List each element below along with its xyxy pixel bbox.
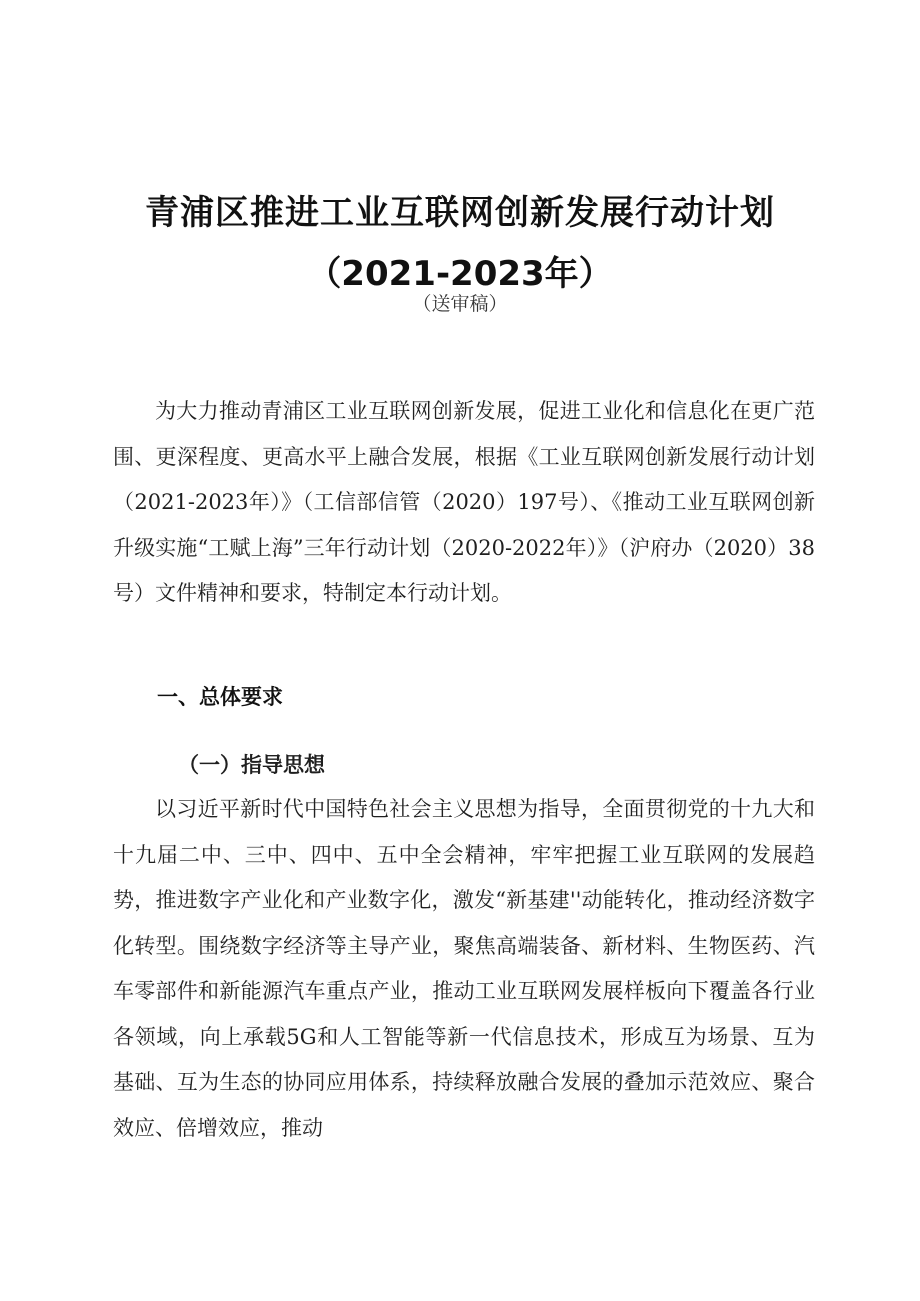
section-heading-general-requirements: 一、总体要求 bbox=[157, 685, 283, 709]
subsection-heading-guiding-ideology: （一）指导思想 bbox=[178, 752, 325, 777]
guiding-ideology-paragraph: 以习近平新时代中国特色社会主义思想为指导，全面贯彻党的十九大和十九届二中、三中、四中、五中全会精神，牢牢把握工业互联网的发展趋势，推进数字产业化和产业数字化，激发“新基建''动能转化，推动经济数字化转型。围绕数字经济等主导产业，聚焦高端装备、新材料、生物医药、汽车零部件和新能源汽车重点产业，推动工业互联网发展样板向下覆盖各行业各领域，向上承载5G和人工智能等新一代信息技术，形成互为场景、互为基础、互为生态的协同应用体系，持续释放融合发展的叠加示范效应、聚合效应、倍增效应，推动 bbox=[113, 797, 815, 1140]
draft-note: （送审稿） bbox=[412, 293, 508, 315]
intro-paragraph: 为大力推动青浦区工业互联网创新发展，促进工业化和信息化在更广范围、更深程度、更高水平上融合发展，根据《工业互联网创新发展行动计划（2021-2023年）》（工信部信管（2020）197号）、《推动工业互联网创新升级实施“工赋上海”三年行动计划（2020-2022年）》（沪府办（2020）38号）文件精神和要求，特制定本行动计划。 bbox=[113, 399, 815, 605]
document-title-years: （2021-2023年） bbox=[307, 253, 613, 294]
document-title: 青浦区推进工业互联网创新发展行动计划 bbox=[145, 192, 775, 233]
